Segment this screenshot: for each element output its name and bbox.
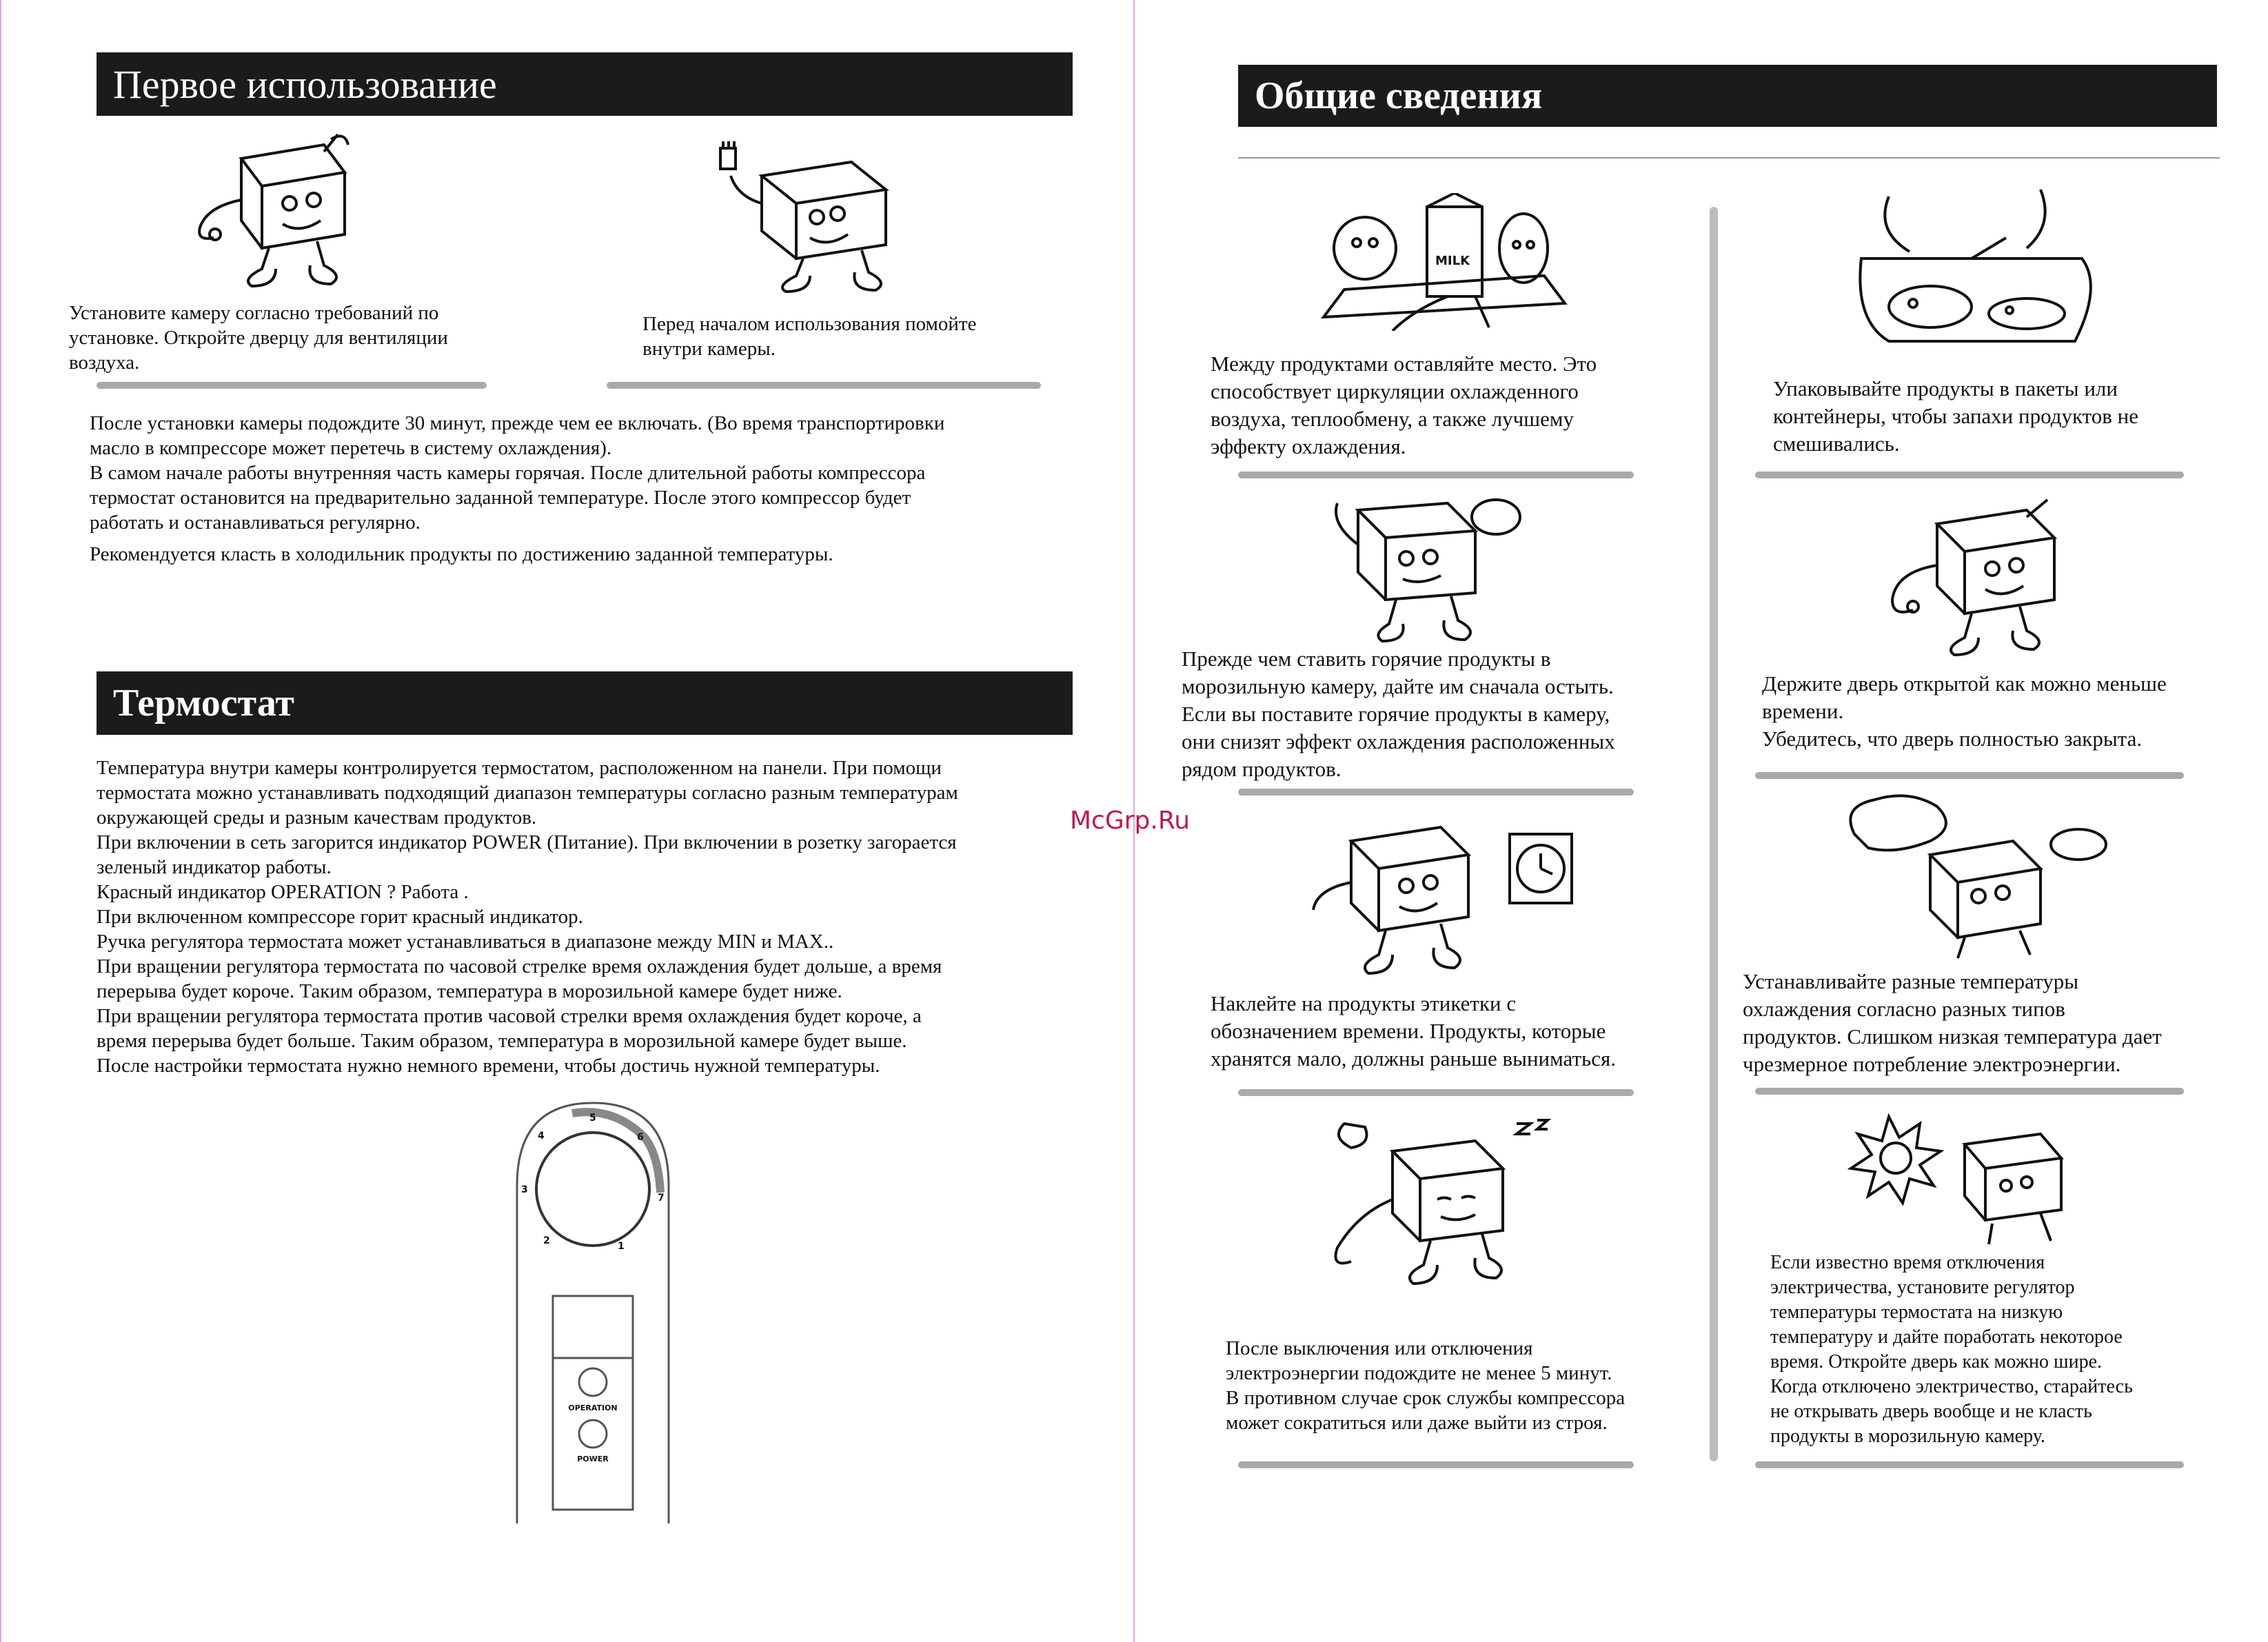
tip-packing: Упаковывайте продукты в пакеты или контейнеры, чтобы запахи продуктов не смешивались. — [1773, 376, 2139, 456]
watermark: McGrp.Ru — [1070, 807, 1191, 835]
milk-label: MILK — [1435, 254, 1470, 268]
thermostat-body: Температура внутри камеры контролируется термостатом, расположенном на панели. При помощи термостата можно устанавливать подходящий диапазон температуры согласно разным температурам окружающей среды и разным качествам продуктов. При включении в сеть загорится индикатор POWER (Питание). При включении в розетку загорается зеленый индикатор работы. Красный индикатор OPERATION ? Работа . При включенном компрессоре горит красный индикатор. Ручка регулятора термостата может устанавливаться в диапазоне между MIN и MAX.. При вращении регулятора термостата по часовой стрелке время охлаждения будет дольше, а время перерыва будет короче. Таким образом, температура в морозильной камере будет ниже. При вращении регулятора термостата против часовой стрелки время охлаждения будет короче, а время перерыва будет больше. Таким образом, температура в морозильной камере будет выше. После настройки термостата нужно немного времени, чтобы достичь нужной температуры. — [97, 757, 958, 1077]
power-label: POWER — [577, 1455, 609, 1463]
separator-bar — [1755, 1461, 2184, 1468]
separator-bar — [1755, 1088, 2184, 1095]
separator-bar — [97, 382, 487, 389]
fridge-temperature-illustration — [1841, 793, 2116, 965]
column-divider — [1710, 207, 1718, 1461]
tip-hot-food: Прежде чем ставить горячие продукты в морозильную камеру, дайте им сначала остыть. Если вы поставите горячие продукты в камеру, они снизят эффект охлаждения расположенных рядом продуктов. — [1182, 647, 1615, 781]
dial-number: 5 — [589, 1113, 596, 1124]
control-panel — [510, 1096, 676, 1523]
dial-number: 6 — [637, 1132, 644, 1143]
fridge-brush-illustration — [713, 141, 913, 293]
tip-power-off: После выключения или отключения электроэнергии подождите не менее 5 минут. В противном случае срок службы компрессора может сократиться или даже выйти из строя. — [1226, 1337, 1626, 1434]
dial-number: 3 — [521, 1184, 528, 1195]
separator-bar — [1238, 472, 1634, 478]
first-use-note: Рекомендуется класть в холодильник продукты по достижению заданной температуры. — [90, 543, 833, 565]
fridge-plug-illustration — [186, 131, 365, 290]
tip-door: Держите дверь открытой как можно меньше времени. Убедитесь, что дверь полностью закрыта. — [1762, 671, 2167, 751]
section-title-thermostat: Термостат — [97, 671, 1073, 735]
tip-spacing: Между продуктами оставляйте место. Это способствует циркуляции охлажденного воздуха, теплообмену, а также лучшему эффекту охлаждения. — [1211, 352, 1597, 458]
dial-number: 7 — [658, 1193, 665, 1204]
fridge-door-illustration — [1882, 496, 2082, 662]
tip-labels: Наклейте на продукты этикетки с обозначением времени. Продукты, которые хранятся мало, должны раньше выниматься. — [1211, 991, 1616, 1071]
fridge-sleeping-illustration — [1317, 1110, 1579, 1296]
dial-number: 2 — [543, 1235, 550, 1246]
separator-bar — [1755, 472, 2184, 478]
tip-power-outage: Если известно время отключения электричества, установите регулятор температуры термостата на низкую температуру и дайте поработать некоторое время. Откройте дверь как можно шире. Когда отключено электричество, старайтесь не открывать дверь вообще и не класть продукты в морозильную камеру. — [1770, 1252, 2133, 1447]
caption-wash: Перед началом использования помойте внутри камеры. — [642, 313, 977, 360]
separator-bar — [1238, 1461, 1634, 1468]
separator-bar — [607, 382, 1041, 389]
section-title-first-use: Первое использование — [97, 52, 1073, 116]
fridge-sun-illustration — [1847, 1103, 2068, 1261]
packing-fish-illustration — [1847, 183, 2103, 355]
separator-bar — [1238, 1089, 1634, 1096]
section-title-general: Общие сведения — [1238, 65, 2217, 127]
tip-temperature: Устанавливайте разные температуры охлаждения согласно разных типов продуктов. Слишком низкая температура дает чрезмерное потребление электроэнергии. — [1743, 969, 2162, 1076]
foods-milk-illustration — [1317, 193, 1572, 331]
fridge-clock-illustration — [1303, 813, 1579, 986]
dial-number: 4 — [538, 1131, 545, 1142]
fridge-hot-food-illustration — [1310, 483, 1537, 648]
operation-label: OPERATION — [568, 1403, 618, 1412]
header-rule — [1238, 157, 2220, 159]
first-use-body: После установки камеры подождите 30 минут, прежде чем ее включать. (Во время транспортировки масло в компрессоре может перетечь в систему охлаждения). В самом начале работы внутренняя часть камеры горячая. После длительной работы компрессора термостат остановится на предварительно заданной температуре. После этого компрессор будет работать и останавливаться регулярно. — [90, 412, 945, 534]
separator-bar — [1238, 789, 1634, 795]
left-page-edge — [0, 0, 1, 1642]
dial-number: 1 — [618, 1241, 625, 1252]
caption-install: Установите камеру согласно требований по установке. Откройте дверцу для вентиляции воздуха. — [69, 302, 448, 374]
separator-bar — [1755, 772, 2184, 779]
